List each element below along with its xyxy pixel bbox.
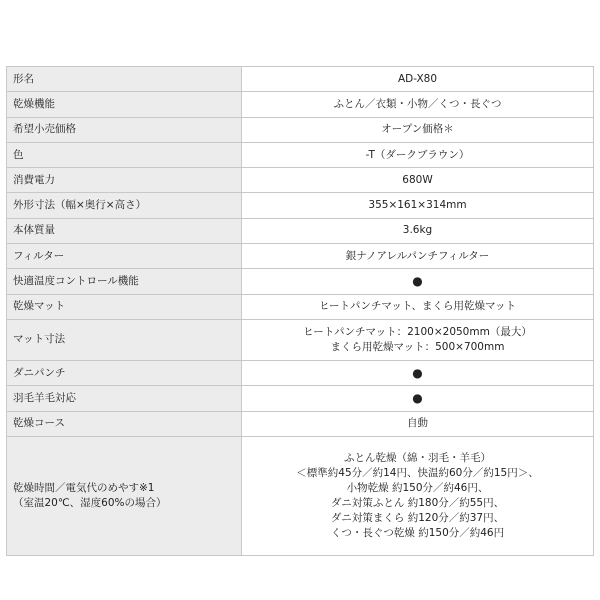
table-row (7, 436, 594, 555)
row-value (242, 386, 594, 411)
row-label (7, 244, 242, 269)
value-text: くつ・長ぐつ乾燥 約150分／約46円 (330, 526, 505, 539)
label-text: フィルター (13, 249, 65, 262)
row-label (7, 360, 242, 385)
table-row (7, 294, 594, 319)
value-text: 355×161×314mm (368, 199, 467, 212)
label-text: ダニパンチ (13, 366, 66, 379)
value-text: ダニ対策まくら 約120分／約37円、 (330, 511, 505, 524)
row-label (7, 269, 242, 294)
label-text: 羽毛羊毛対応 (13, 391, 76, 404)
table-row (7, 92, 594, 117)
row-value (242, 360, 594, 385)
row-value (242, 244, 594, 269)
spec-table (6, 66, 594, 556)
row-label (7, 411, 242, 436)
value-text: ヒートパンチマット、まくら用乾燥マット (318, 300, 517, 313)
row-value (242, 294, 594, 319)
value-text: -T（ダークブラウン） (365, 148, 470, 161)
table-row (7, 411, 594, 436)
value-text: ヒートパンチマット：2100×2050mm（最大） (303, 325, 532, 338)
label-text: （室温20℃、湿度60%の場合） (13, 496, 167, 509)
row-value (242, 319, 594, 360)
label-text: 希望小売価格 (13, 123, 76, 136)
row-label (7, 294, 242, 319)
feature-dot-icon: ● (412, 390, 423, 405)
row-label (7, 168, 242, 193)
table-row (7, 67, 594, 92)
value-text: 3.6kg (402, 224, 433, 237)
table-row (7, 269, 594, 294)
row-value (242, 269, 594, 294)
row-value (242, 168, 594, 193)
value-text: ふとん乾燥（綿・羽毛・羊毛） (344, 451, 491, 464)
value-text: ダニ対策ふとん 約180分／約55円、 (330, 496, 505, 509)
label-text: 色 (13, 148, 24, 161)
row-value (242, 436, 594, 555)
label-text: 形名 (13, 72, 34, 85)
table-row (7, 168, 594, 193)
row-value (242, 67, 594, 92)
row-value (242, 218, 594, 243)
feature-dot-icon: ● (412, 274, 423, 289)
feature-dot-icon: ● (412, 365, 423, 380)
value-text: 自動 (407, 417, 428, 430)
value-text: ＜標準約45分／約14円、快温約60分／約15円＞、 (296, 466, 539, 479)
row-label (7, 436, 242, 555)
label-text: 消費電力 (13, 173, 55, 186)
row-label (7, 319, 242, 360)
label-text: 乾燥コース (13, 417, 65, 430)
table-row (7, 244, 594, 269)
label-text: 乾燥時間／電気代のめやす※1 (13, 481, 155, 494)
row-label (7, 92, 242, 117)
row-value (242, 117, 594, 142)
label-text: マット寸法 (13, 333, 66, 346)
value-text: ふとん／衣類・小物／くつ・長ぐつ (333, 97, 502, 110)
table-row (7, 142, 594, 167)
value-text: 680W (402, 173, 433, 186)
table-row (7, 193, 594, 218)
row-label (7, 193, 242, 218)
row-label (7, 218, 242, 243)
label-text: 外形寸法（幅×奥行×高さ） (13, 199, 147, 212)
value-text: まくら用乾燥マット：500×700mm (330, 340, 505, 353)
table-row (7, 360, 594, 385)
row-label (7, 117, 242, 142)
label-text: 快適温度コントロール機能 (13, 275, 139, 288)
table-row (7, 386, 594, 411)
label-text: 本体質量 (13, 224, 55, 237)
label-text: 乾燥マット (13, 300, 66, 313)
table-row (7, 117, 594, 142)
value-text: 小物乾燥 約150分／約46円、 (346, 481, 489, 494)
label-text: 乾燥機能 (13, 97, 55, 110)
row-label (7, 386, 242, 411)
table-row (7, 218, 594, 243)
table-row (7, 319, 594, 360)
value-text: オープン価格＊ (381, 123, 454, 136)
row-label (7, 67, 242, 92)
value-text: 銀ナノアレルパンチフィルター (345, 249, 490, 262)
row-label (7, 142, 242, 167)
value-text: AD-X80 (397, 72, 438, 85)
row-value (242, 411, 594, 436)
row-value (242, 142, 594, 167)
row-value (242, 193, 594, 218)
row-value (242, 92, 594, 117)
